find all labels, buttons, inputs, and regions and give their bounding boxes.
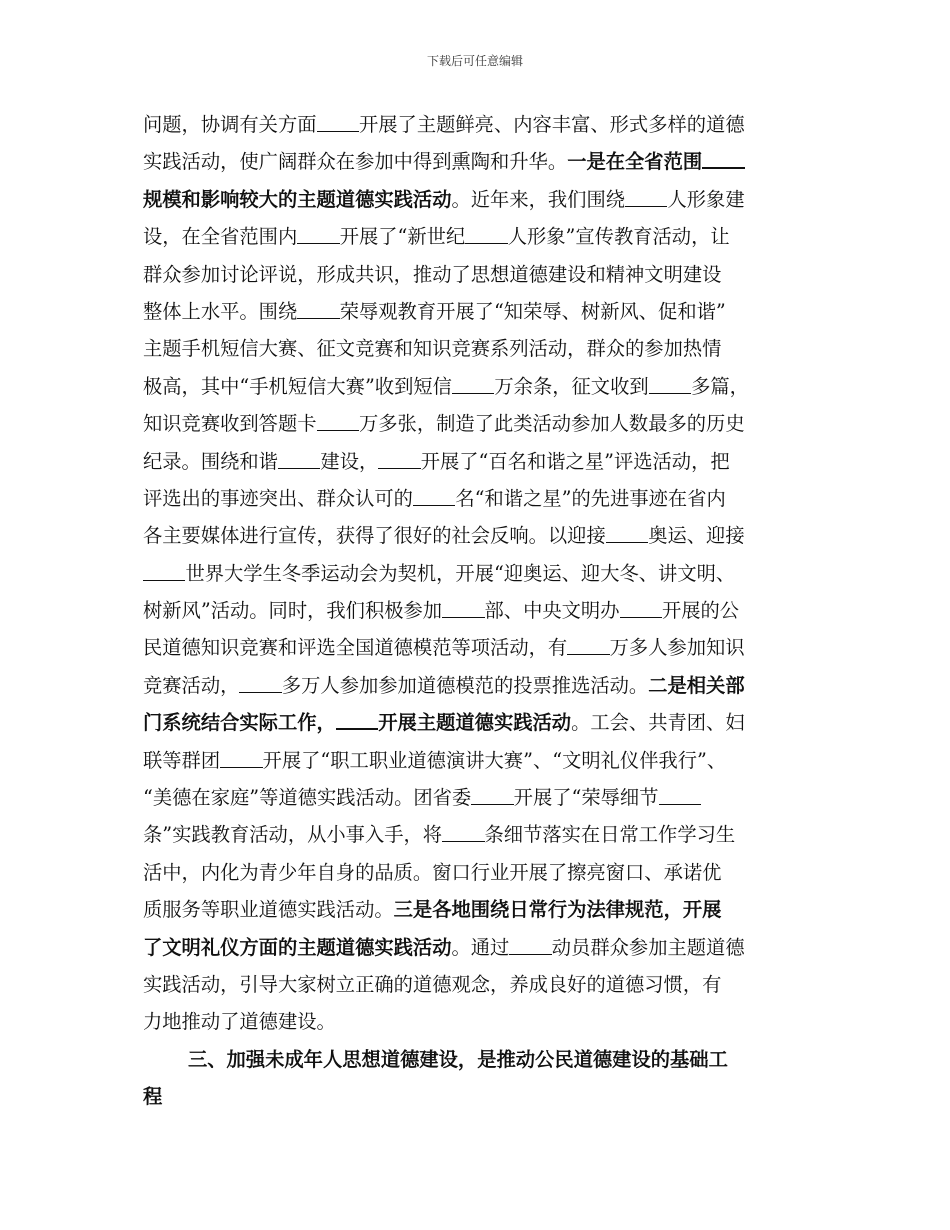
paragraph-line: 力地推动了道德建设。	[143, 1010, 336, 1034]
paragraph-line: 质服务等职业道德实践活动。三是各地围绕日常行为法律规范，开展	[143, 898, 722, 922]
paragraph-line: 纪录。围绕和谐 建设， 开展了“百名和谐之星”评选活动，把	[143, 449, 730, 473]
blank-underline	[702, 149, 744, 169]
page-header: 下载后可任意编辑	[426, 54, 523, 68]
blank-underline	[143, 561, 185, 580]
paragraph-line: 活中，内化为青少年自身的品质。窗口行业开展了擦亮窗口、承诺优	[143, 860, 722, 884]
blank-underline	[336, 710, 378, 730]
blank-underline	[413, 487, 455, 506]
blank-underline	[278, 449, 320, 468]
blank-underline	[509, 935, 551, 954]
blank-underline	[471, 786, 513, 805]
blank-underline	[239, 674, 281, 693]
section-heading-continued: 程	[143, 1085, 163, 1109]
paragraph-line: 竞赛活动， 多万人参加参加道德模范的投票推选活动。二是相关部	[143, 673, 745, 697]
blank-underline	[625, 187, 667, 206]
section-heading: 三、加强未成年人思想道德建设，是推动公民道德建设的基础工	[188, 1047, 728, 1071]
paragraph-line: 各主要媒体进行宣传，获得了很好的社会反响。以迎接 奥运、迎接	[143, 524, 745, 548]
blank-underline	[452, 374, 494, 393]
blank-underline	[567, 636, 609, 655]
blank-underline	[378, 449, 420, 468]
paragraph-line: 联等群团 开展了“职工职业道德演讲大赛”、“文明礼仪伴我行”、	[143, 748, 727, 772]
paragraph-line: 树新风”活动。同时，我们积极参加 部、中央文明办 开展的公	[143, 599, 740, 623]
paragraph-line: 规模和影响较大的主题道德实践活动。近年来，我们围绕 人形象建	[143, 187, 745, 211]
paragraph-line: 群众参加讨论评说，形成共识，推动了思想道德建设和精神文明建设	[143, 262, 722, 286]
document-body	[143, 106, 813, 1116]
blank-underline	[297, 225, 339, 244]
blank-underline	[606, 524, 648, 543]
paragraph-line: 整体上水平。围绕 荣辱观教育开展了“知荣辱、树新风、促和谐”	[143, 299, 726, 323]
paragraph-line: 知识竞赛收到答题卡 万多张，制造了此类活动参加人数最多的历史	[143, 412, 745, 436]
blank-underline	[659, 786, 701, 805]
blank-underline	[220, 748, 262, 767]
paragraph-line: 条”实践教育活动，从小事入手，将 条细节落实在日常工作学习生	[143, 823, 736, 847]
paragraph-line: 门系统结合实际工作， 开展主题道德实践活动。工会、共青团、妇	[143, 711, 745, 735]
paragraph-line: 评选出的事迹突出、群众认可的 名“和谐之星”的先进事迹在省内	[143, 486, 726, 510]
paragraph-line: 问题，协调有关方面 开展了主题鲜亮、内容丰富、形式多样的道德	[143, 113, 745, 136]
paragraph-line: 实践活动，引导大家树立正确的道德观念，养成良好的道德习惯，有	[143, 972, 722, 996]
blank-underline	[297, 300, 339, 319]
paragraph-line: 世界大学生冬季运动会为契机，开展“迎奥运、迎大冬、讲文明、	[143, 555, 813, 592]
blank-underline	[317, 412, 359, 431]
blank-underline	[649, 374, 691, 393]
paragraph-line: 实践活动，使广阔群众在参加中得到熏陶和升华。一是在全省范围	[143, 143, 813, 180]
paragraph-line: 民道德知识竞赛和评选全国道德模范等项活动，有 万多人参加知识	[143, 636, 745, 660]
paragraph-line: “美德在家庭”等道德实践活动。团省委 开展了“荣辱细节	[143, 779, 813, 816]
blank-underline	[465, 225, 507, 244]
blank-underline	[442, 599, 484, 618]
blank-underline	[317, 113, 359, 132]
blank-underline	[620, 599, 662, 618]
paragraph-line: 了文明礼仪方面的主题道德实践活动。通过 动员群众参加主题道德	[143, 935, 745, 959]
paragraph-line: 极高，其中“手机短信大赛”收到短信 万余条，征文收到 多篇，	[143, 374, 749, 398]
paragraph-line: 设，在全省范围内 开展了“新世纪 人形象”宣传教育活动，让	[143, 225, 730, 249]
paragraph-line: 主题手机短信大赛、征文竞赛和知识竞赛系列活动，群众的参加热情	[143, 337, 722, 361]
blank-underline	[442, 823, 484, 842]
